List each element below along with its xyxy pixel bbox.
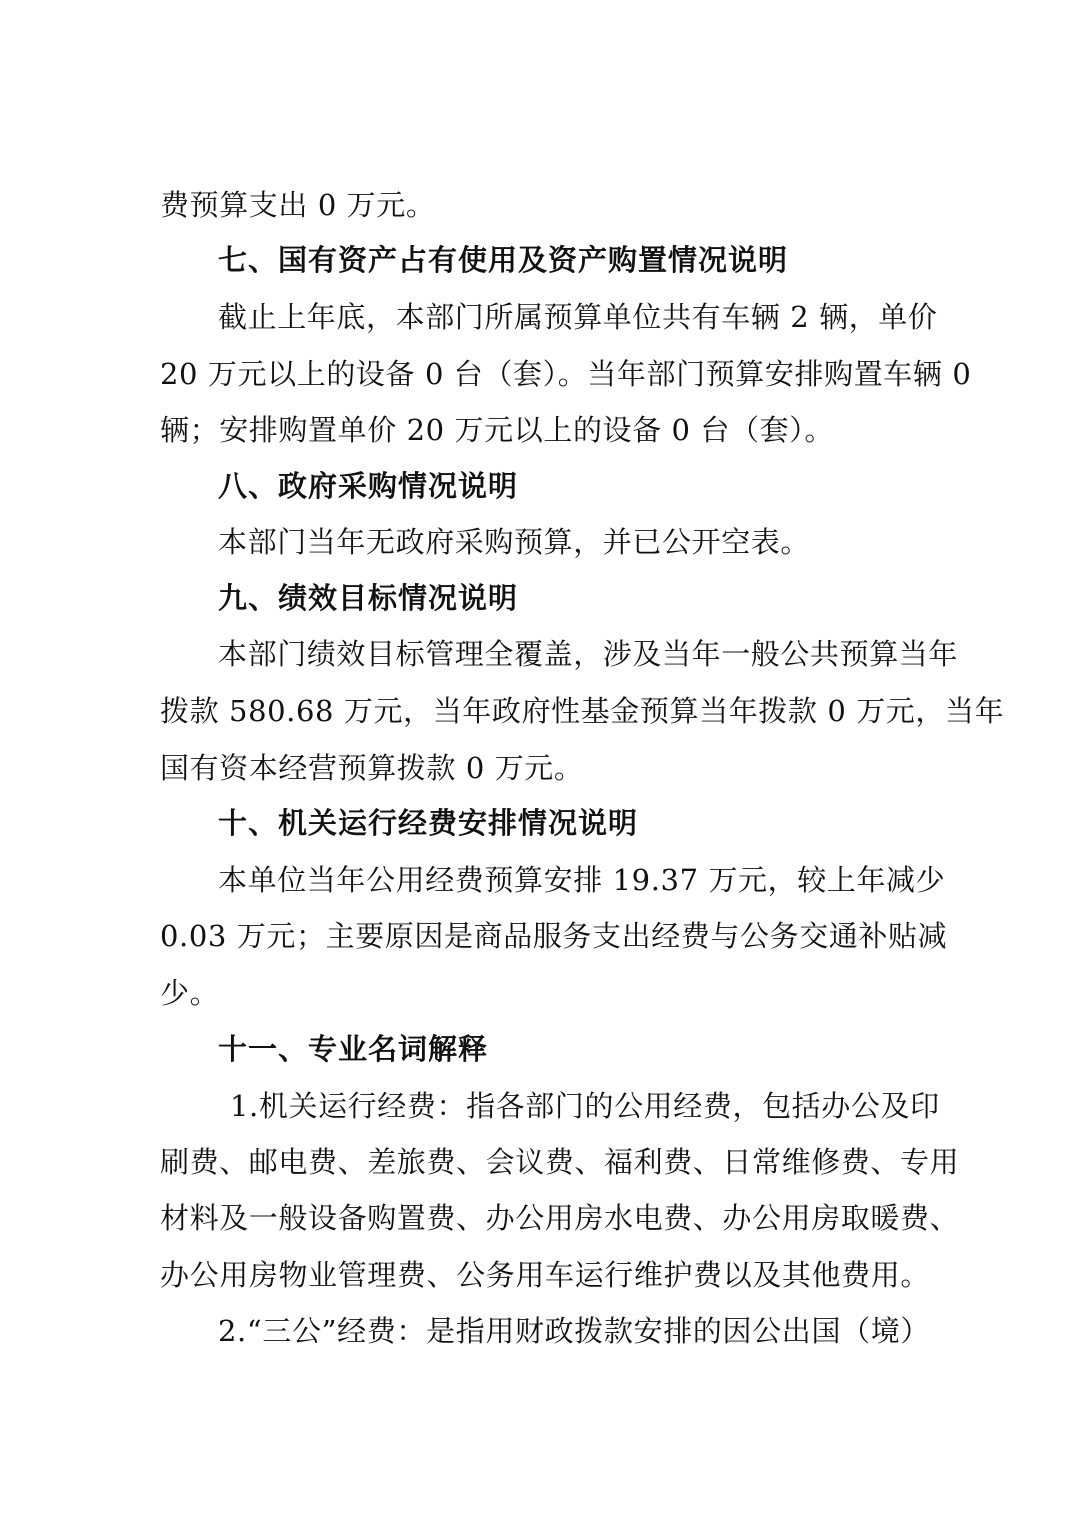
text-line: 2.“三公”经费：是指用财政拨款安排的因公出国（境）: [218, 1314, 930, 1348]
text-line: 1.机关运行经费：指各部门的公用经费，包括办公及印: [230, 1089, 940, 1123]
section-heading-9: 九、绩效目标情况说明: [218, 581, 519, 615]
section-heading-10: 十、机关运行经费安排情况说明: [218, 806, 639, 840]
text-line: 少。: [160, 976, 220, 1010]
section-heading-8: 八、政府采购情况说明: [218, 469, 519, 503]
text-line: 费预算支出 0 万元。: [160, 188, 436, 222]
text-line: 本部门当年无政府采购预算，并已公开空表。: [218, 525, 811, 559]
text-line: 国有资本经营预算拨款 0 万元。: [160, 751, 584, 785]
text-line: 拨款 580.68 万元，当年政府性基金预算当年拨款 0 万元，当年: [160, 694, 1005, 728]
section-heading-11: 十一、专业名词解释: [218, 1032, 489, 1066]
text-line: 截止上年底，本部门所属预算单位共有车辆 2 辆，单价: [218, 300, 938, 334]
text-line: 本单位当年公用经费预算安排 19.37 万元，较上年减少: [218, 863, 946, 897]
text-line: 材料及一般设备购置费、办公用房水电费、办公用房取暖费、: [160, 1201, 960, 1235]
text-line: 辆；安排购置单价 20 万元以上的设备 0 台（套）。: [160, 413, 834, 447]
text-line: 本部门绩效目标管理全覆盖，涉及当年一般公共预算当年: [218, 637, 959, 671]
text-line: 刷费、邮电费、差旅费、会议费、福利费、日常维修费、专用: [160, 1145, 960, 1179]
section-heading-7: 七、国有资产占有使用及资产购置情况说明: [218, 243, 789, 277]
text-line: 20 万元以上的设备 0 台（套）。当年部门预算安排购置车辆 0: [160, 357, 972, 391]
text-line: 办公用房物业管理费、公务用车运行维护费以及其他费用。: [160, 1258, 930, 1292]
text-line: 0.03 万元；主要原因是商品服务支出经费与公务交通补贴减: [160, 919, 948, 953]
